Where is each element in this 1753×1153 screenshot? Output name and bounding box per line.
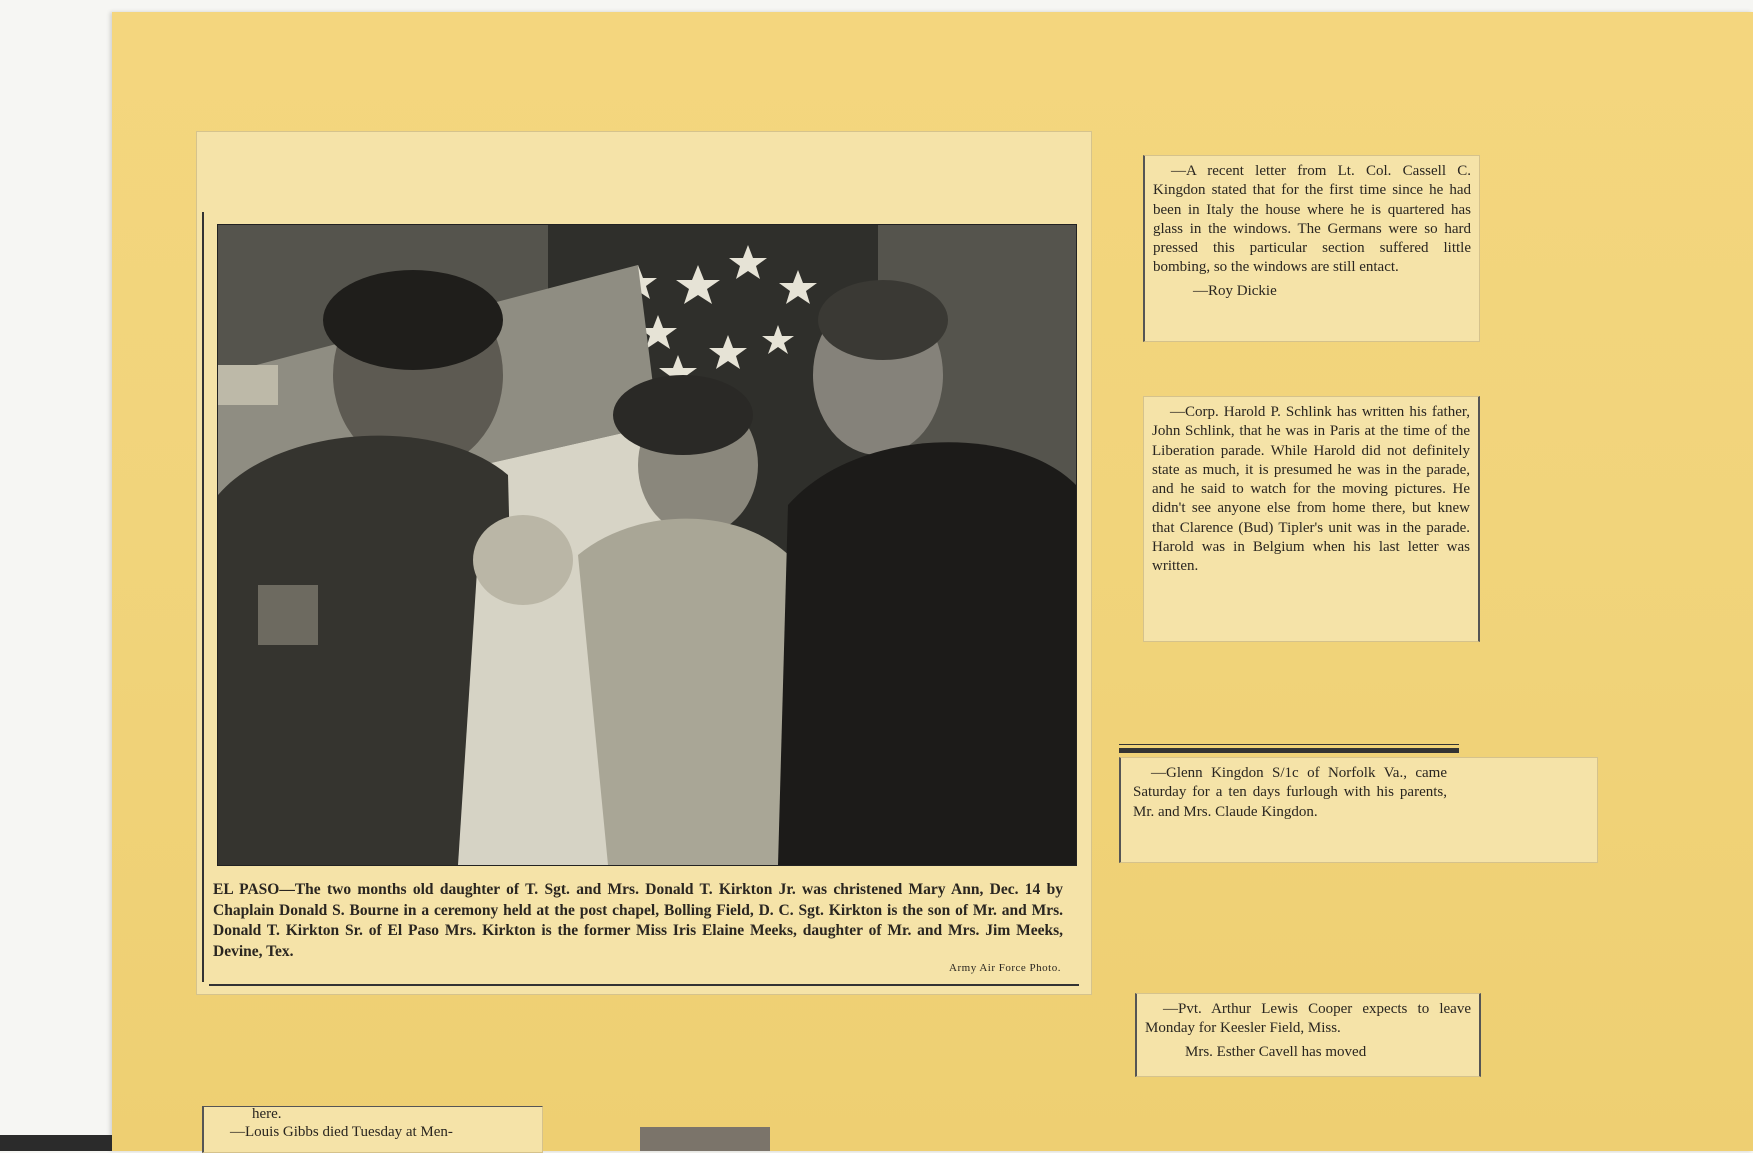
clipping-cooper-cut-line: Mrs. Esther Cavell has moved	[1185, 1043, 1367, 1060]
clipping-gibbs-fragment: here.	[252, 1106, 282, 1122]
clipping-paris-parade	[1143, 396, 1480, 642]
photo-caption: EL PASO—The two months old daughter of T. Sgt. and Mrs. Donald T. Kirkton Jr. was christened Mary Ann, Dec. 14 by Chaplain Donald S. Bourne in a ceremony held at the post chapel, Bolling Field, D. C. Sgt. Kirkton is the son of Mr. and Mrs. Donald T. Kirkton Sr. of El Paso Mrs. Kirkton is the former Miss Iris Elaine Meeks, daughter of Mr. and Mrs. Jim Meeks, Devine, Tex.	[213, 881, 1063, 960]
clipping-glenn-text: —Glenn Kingdon S/1c of Norfolk Va., came Saturday for a ten days furlough with his parents, Mr. and Mrs. Claude Kingdon.	[1133, 765, 1447, 820]
clipping-gibbs	[202, 1106, 543, 1153]
clipping-paris-text: —Corp. Harold P. Schlink has written his father, John Schlink, that he was in Paris at the time of the Liberation parade. While Harold did not definitely state as much, it is presumed he was in the parade, and he said to watch for the moving pictures. He didn't see anyone else from home there, but knew that Clarence (Bud) Tipler's unit was in the parade. Harold was in Belgium when his last letter was written.	[1152, 404, 1470, 575]
clipping-italy-text: —A recent letter from Lt. Col. Cassell C. Kingdon stated that for the first time since he had been in Italy the house where he is quartered has glass in the windows. The Germans were so hard pressed this particular section suffered little bombing, so the windows are still entact.	[1153, 163, 1471, 276]
christening-photo	[217, 224, 1077, 866]
partial-photo-clipping	[640, 1127, 770, 1151]
clipping-bottom-rule	[209, 984, 1079, 986]
photo-credit: Army Air Force Photo.	[949, 962, 1061, 974]
clipping-glenn-furlough	[1119, 757, 1598, 863]
christening-photo-drawing	[218, 225, 1076, 865]
glenn-top-rule-thin	[1119, 744, 1459, 745]
scrapbook-page	[112, 12, 1753, 1151]
photo-clipping	[196, 131, 1092, 995]
clipping-cooper-text: —Pvt. Arthur Lewis Cooper expects to leave Monday for Keesler Field, Miss.	[1145, 1001, 1471, 1037]
clipping-left-rule	[202, 212, 204, 982]
glenn-top-rule	[1119, 748, 1459, 753]
scanner-edge	[0, 1135, 112, 1151]
clipping-gibbs-text: —Louis Gibbs died Tuesday at Men-	[230, 1124, 453, 1140]
clipping-italy-letter	[1143, 155, 1480, 342]
clipping-cooper-keesler	[1135, 993, 1481, 1077]
clipping-italy-cut-line: —Roy Dickie	[1193, 282, 1277, 299]
